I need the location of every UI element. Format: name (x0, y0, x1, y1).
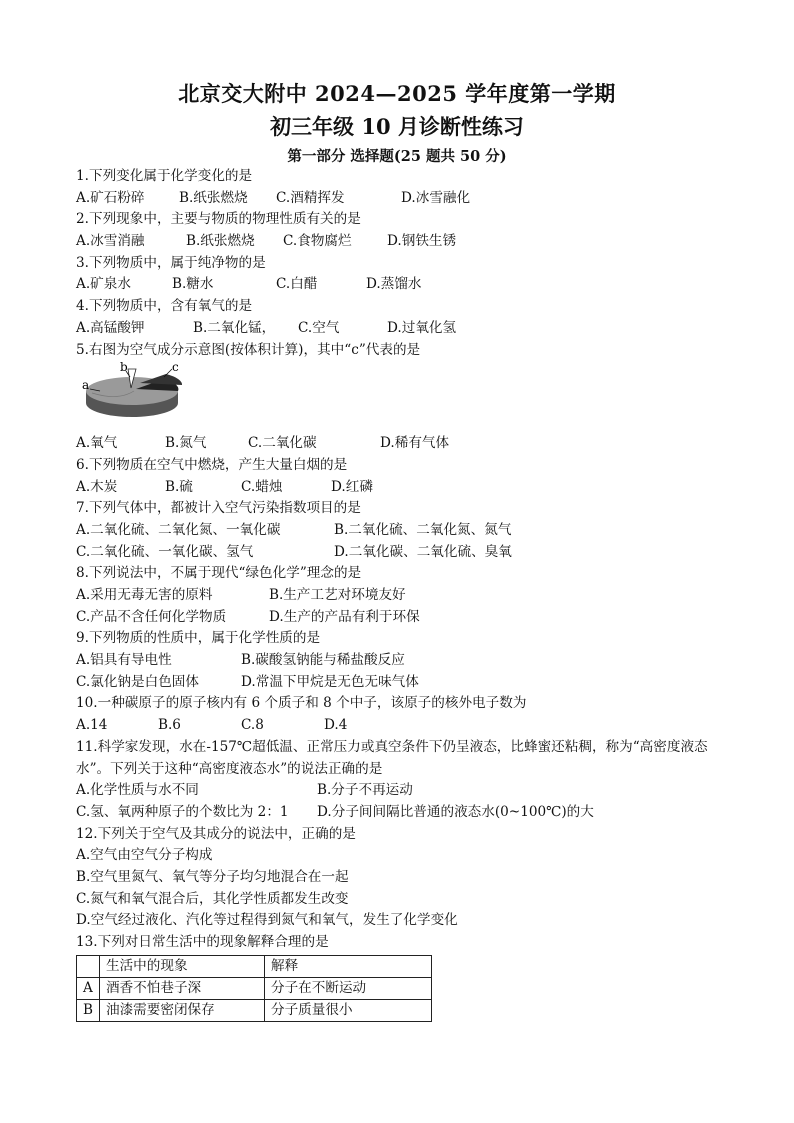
option: A.采用无毒无害的原料 (76, 587, 213, 603)
table-row (77, 977, 432, 999)
options-4 (76, 318, 726, 340)
school-title: 北京交大附中 2024—2025 学年度第一学期 (178, 81, 616, 106)
option: A.冰雪消融 (76, 233, 145, 250)
question-stem-3: 3.下列物质中，属于纯净物的是 (76, 254, 266, 271)
question-stem-2: 2.下列现象中，主要与物质的物理性质有关的是 (76, 211, 361, 228)
table-cell: 酒香不怕巷子深 (100, 977, 265, 999)
option: D.常温下甲烷是无色无味气体 (241, 673, 419, 690)
option: D.生产的产品有利于环保 (269, 608, 420, 625)
option: C.二氧化碳 (248, 435, 317, 452)
option: B.二氧化锰， (193, 319, 276, 336)
option: A.空气由空气分子构成 (76, 847, 213, 864)
option: D.稀有气体 (380, 435, 450, 452)
option: A.二氧化硫、二氧化氮、一氧化碳 (76, 521, 281, 538)
option: B.6 (158, 717, 181, 734)
option: C.食物腐烂 (283, 233, 352, 250)
option: A.14 (76, 717, 108, 734)
table-cell: 油漆需要密闭保存 (100, 999, 265, 1021)
option: D.分子间间隔比普通的液态水(0~100℃)的大 (317, 803, 594, 820)
option: B.碳酸氢钠能与稀盐酸反应 (241, 652, 405, 669)
option: C.蜡烛 (241, 478, 283, 495)
options-8b (76, 607, 726, 629)
options-5 (76, 433, 726, 455)
options-8a (76, 585, 726, 607)
option: A.木炭 (76, 478, 118, 495)
option: B.二氧化硫、二氧化氮、氮气 (334, 521, 512, 538)
option: D.空气经过液化、汽化等过程得到氮气和氧气，发生了化学变化 (76, 912, 458, 929)
table-header-cell: 解释 (265, 955, 432, 977)
question-stem-10: 10.一种碳原子的原子核内有 6 个质子和 8 个中子，该原子的核外电子数为 (76, 695, 527, 712)
question-stem-12: 12.下列关于空气及其成分的说法中，正确的是 (76, 825, 356, 842)
question-stem-6: 6.下列物质在空气中燃烧，产生大量白烟的是 (76, 456, 348, 473)
table-cell: 分子质量很小 (265, 999, 432, 1021)
question-stem-9: 9.下列物质的性质中，属于化学性质的是 (76, 630, 321, 647)
option: B.硫 (165, 478, 193, 495)
options-7a (76, 520, 726, 542)
phenomena-table (76, 955, 432, 1022)
option: A.高锰酸钾 (76, 319, 145, 336)
option: C.白醋 (276, 276, 318, 293)
table-cell: A (77, 977, 100, 999)
table-cell: B (77, 999, 100, 1021)
questions-area (76, 166, 726, 1022)
label-b: b (120, 361, 128, 375)
options-6 (76, 477, 726, 499)
air-composition-pie-figure (76, 361, 726, 433)
option: B.分子不再运动 (317, 782, 413, 799)
options-11b (76, 802, 726, 824)
table-row (77, 999, 432, 1021)
options-3 (76, 274, 726, 296)
question-stem-11: 11.科学家发现，水在-157℃超低温、正常压力或真空条件下仍呈液态，比蜂蜜还粘稠，称为“高密度液态水”。下列关于这种“高密度液态水”的说法正确的是 (76, 738, 708, 777)
option: D.过氧化氢 (387, 319, 457, 336)
pie-chart-image (78, 361, 198, 427)
option: B.氮气 (165, 435, 207, 452)
question-stem-1: 1.下列变化属于化学变化的是 (76, 168, 253, 184)
label-c: c (172, 361, 179, 375)
option: C.8 (241, 717, 264, 734)
option: A.铝具有导电性 (76, 652, 172, 669)
question-stem-8: 8.下列说法中，不属于现代“绿色化学”理念的是 (76, 565, 362, 582)
table-header-cell (77, 955, 100, 977)
options-9b (76, 672, 726, 694)
option: D.红磷 (331, 478, 373, 495)
options-10 (76, 715, 726, 737)
option: B.纸张燃烧 (186, 233, 255, 250)
option: B.纸张燃烧 (179, 189, 248, 206)
option: A.矿石粉碎 (76, 189, 145, 206)
question-stem-5: 5.右图为空气成分示意图(按体积计算)，其中“c”代表的是 (76, 341, 421, 358)
options-1 (76, 188, 726, 210)
table-header-cell: 生活中的现象 (100, 955, 265, 977)
option: A.化学性质与水不同 (76, 782, 199, 799)
option: D.蒸馏水 (366, 276, 422, 293)
section-heading: 第一部分 选择题(25 题共 50 分) (287, 148, 507, 165)
options-7b (76, 542, 726, 564)
question-stem-13: 13.下列对日常生活中的现象解释合理的是 (76, 934, 329, 951)
options-11a (76, 780, 726, 802)
option: C.产品不含任何化学物质 (76, 608, 227, 625)
option: D.4 (324, 717, 348, 734)
label-a: a (82, 378, 90, 393)
option: A.氧气 (76, 435, 118, 452)
option: C.氯化钠是白色固体 (76, 673, 199, 690)
option: B.糖水 (172, 276, 214, 293)
option: D.钢铁生锈 (387, 233, 457, 250)
table-cell: 分子在不断运动 (265, 977, 432, 999)
options-2 (76, 231, 726, 253)
option: A.矿泉水 (76, 276, 131, 293)
option: C.空气 (298, 319, 340, 336)
option: C.二氧化硫、一氧化碳、氢气 (76, 543, 254, 560)
option: B.空气里氮气、氧气等分子均匀地混合在一起 (76, 868, 349, 885)
option: C.氢、氧两种原子的个数比为 2：1 (76, 803, 289, 820)
option: C.氮气和氧气混合后，其化学性质都发生改变 (76, 890, 349, 907)
question-stem-7: 7.下列气体中，都被计入空气污染指数项目的是 (76, 500, 361, 517)
question-stem-4: 4.下列物质中，含有氧气的是 (76, 298, 253, 315)
option: C.酒精挥发 (276, 189, 345, 206)
options-9a (76, 650, 726, 672)
table-header-row (77, 955, 432, 977)
option: B.生产工艺对环境友好 (269, 587, 406, 603)
exam-title: 初三年级 10 月诊断性练习 (270, 114, 524, 139)
option: D.二氧化碳、二氧化硫、臭氧 (334, 543, 512, 560)
option: D.冰雪融化 (401, 189, 471, 206)
